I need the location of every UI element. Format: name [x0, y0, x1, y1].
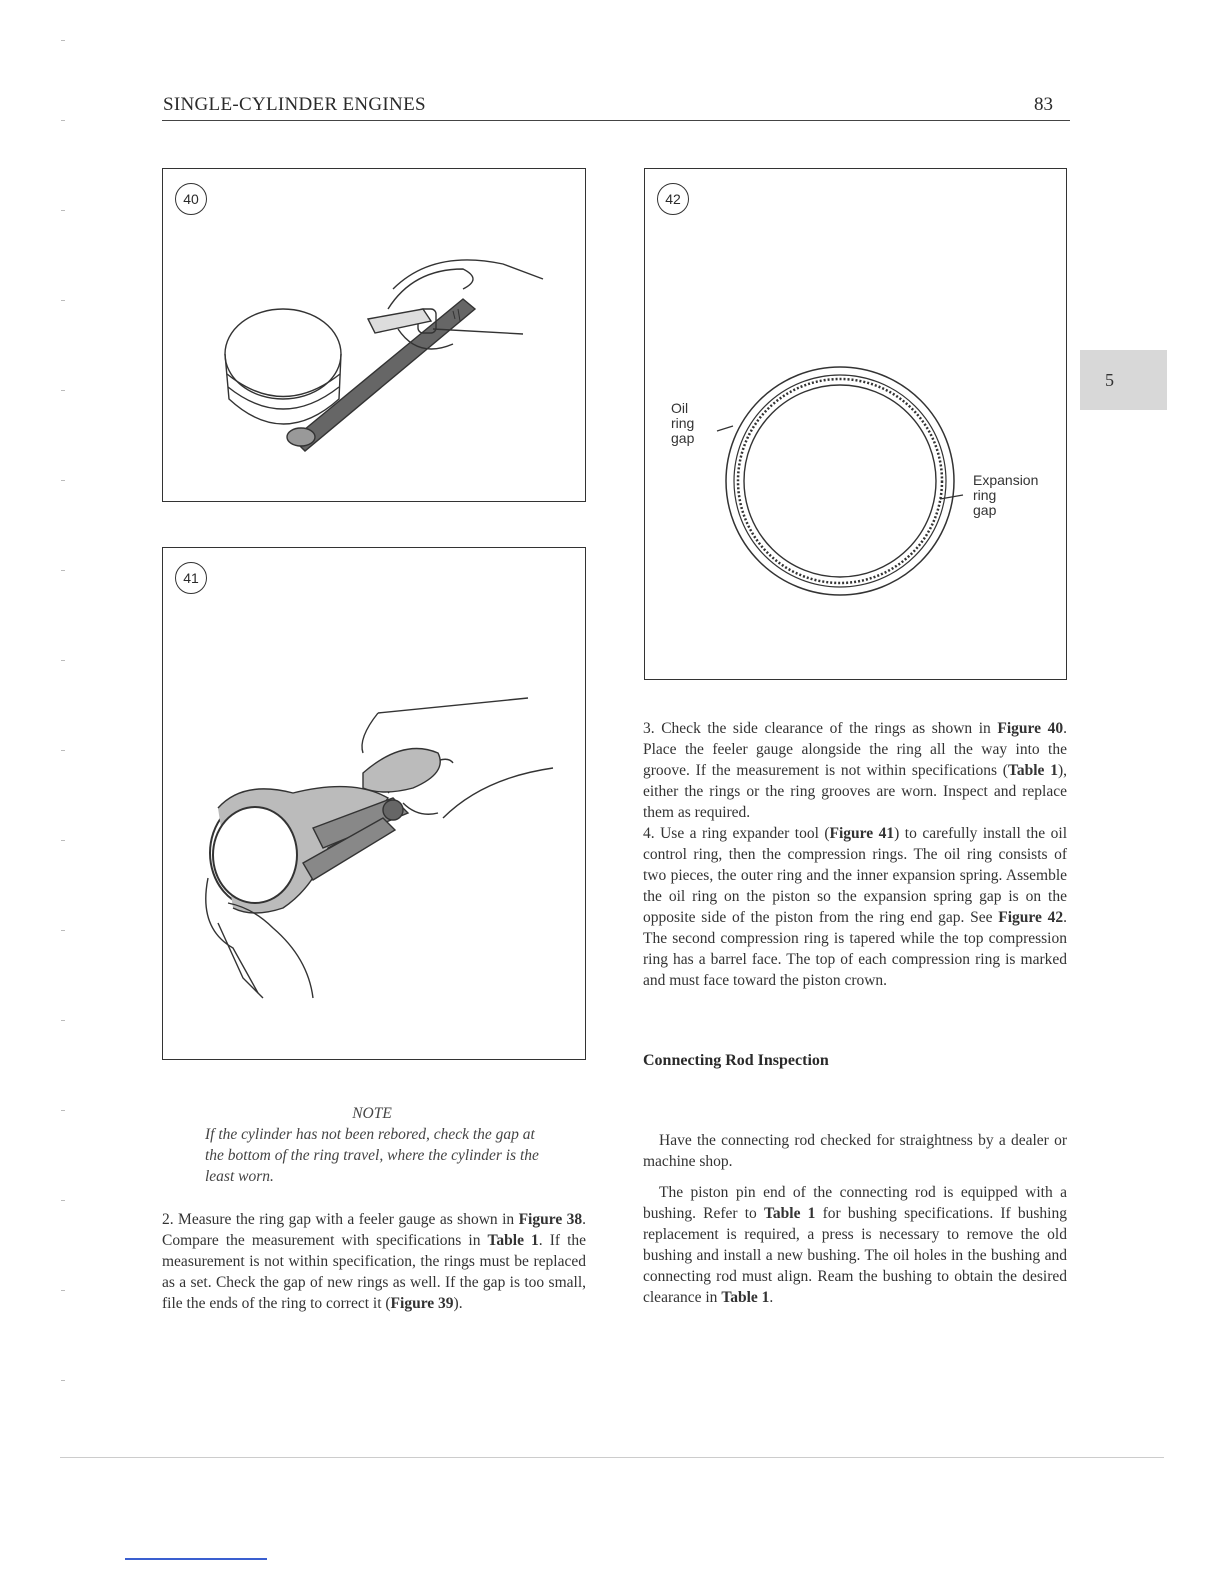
cross-reference: Table 1	[487, 1232, 539, 1249]
margin-mark	[61, 1110, 65, 1111]
ring-expander-illustration	[163, 548, 587, 1061]
figure-42-number: 42	[657, 183, 689, 215]
step-2-paragraph	[162, 1209, 586, 1314]
cross-reference: Table 1	[721, 1289, 770, 1306]
text-run: . The second compression ring is tapered while the top compression ring has a barrel face. The top of each compression ring is marked and must face toward the piston crown.	[643, 909, 1067, 989]
margin-mark	[61, 660, 65, 661]
cross-reference: Table 1	[764, 1205, 816, 1222]
scan-edge-mark	[125, 1558, 267, 1560]
section-heading: Connecting Rod Inspection	[643, 1052, 829, 1069]
cross-reference: Figure 42	[998, 909, 1064, 926]
margin-mark	[61, 1290, 65, 1291]
text-run: The piston pin end of the connecting rod is equipped with a bushing. Refer to	[643, 1184, 1067, 1222]
text-run: . Place the feeler gauge alongside the ring all the way into the groove. If the measurement is not within specifications (	[643, 720, 1067, 779]
margin-mark	[61, 300, 65, 301]
oil-ring-gap-illustration	[645, 169, 1068, 681]
cross-reference: Figure 40	[997, 720, 1064, 737]
text-run: 4. Use a ring expander tool (	[643, 825, 830, 842]
figure-42	[644, 168, 1067, 680]
text-run: ) to carefully install the oil control ring, then the compression rings. The oil ring consists of two pieces, the outer ring and the inner expansion spring. Assemble the oil ring on the piston so the expansion spring gap is on the opposite side of the piston from the ring end gap. See	[643, 825, 1068, 926]
expansion-ring-gap-label: Expansion ring gap	[973, 472, 1039, 518]
chapter-tab	[1080, 350, 1167, 410]
text-run: for bushing specifications. If bushing replacement is required, a press is necessary to remove the old bushing and install a new bushing. The oil holes in the bushing and connecting rod must align. Ream the bushing to obtain the desired clearance in	[643, 1205, 1067, 1306]
bottom-rule	[60, 1457, 1164, 1458]
note-block	[205, 1103, 539, 1187]
text-run: 2. Measure the ring gap with a feeler gauge as shown in	[162, 1211, 519, 1228]
figure-40-number: 40	[175, 183, 207, 215]
margin-mark	[61, 750, 65, 751]
margin-mark	[61, 480, 65, 481]
connecting-rod-paragraph-1	[643, 1130, 1067, 1172]
margin-mark	[61, 570, 65, 571]
cross-reference: Figure 41	[829, 825, 895, 842]
note-body: If the cylinder has not been rebored, check the gap at the bottom of the ring travel, where the cylinder is the least worn.	[205, 1126, 539, 1185]
margin-mark	[61, 120, 65, 121]
chapter-tab-number: 5	[1105, 369, 1114, 390]
step-3-paragraph	[643, 718, 1067, 823]
page-number: 83	[1034, 94, 1053, 115]
figure-41-number: 41	[175, 562, 207, 594]
running-header-title: SINGLE-CYLINDER ENGINES	[163, 94, 426, 115]
margin-mark	[61, 210, 65, 211]
piston-feeler-gauge-illustration	[163, 169, 587, 503]
text-run: . If the measurement is not within specification, the rings must be replaced as a set. Check the gap of new rings as well. If the gap is too small, file the ends of the ring to correct it (	[162, 1232, 587, 1312]
text-run: ).	[453, 1295, 463, 1312]
text-run: Have the connecting rod checked for straightness by a dealer or machine shop.	[643, 1132, 1067, 1170]
margin-mark	[61, 1380, 65, 1381]
oil-ring-gap-label: Oil ring gap	[671, 400, 695, 446]
cross-reference: Table 1	[1007, 762, 1058, 779]
margin-mark	[61, 1020, 65, 1021]
margin-mark	[61, 40, 65, 41]
cross-reference: Figure 38	[518, 1211, 583, 1228]
step-4-paragraph	[643, 823, 1067, 991]
text-run: .	[769, 1289, 774, 1306]
text-run: . Compare the measurement with specifications in	[162, 1211, 587, 1249]
figure-40	[162, 168, 586, 502]
connecting-rod-paragraph-2	[643, 1182, 1067, 1308]
text-run: ), either the rings or the ring grooves are worn. Inspect and replace them as required.	[643, 762, 1067, 821]
margin-mark	[61, 840, 65, 841]
header-rule	[162, 120, 1070, 121]
note-title: NOTE	[352, 1105, 392, 1122]
figure-41	[162, 547, 586, 1060]
margin-mark	[61, 390, 65, 391]
cross-reference: Figure 39	[390, 1295, 454, 1312]
margin-mark	[61, 1200, 65, 1201]
margin-mark	[61, 930, 65, 931]
text-run: 3. Check the side clearance of the rings as shown in	[643, 720, 998, 737]
